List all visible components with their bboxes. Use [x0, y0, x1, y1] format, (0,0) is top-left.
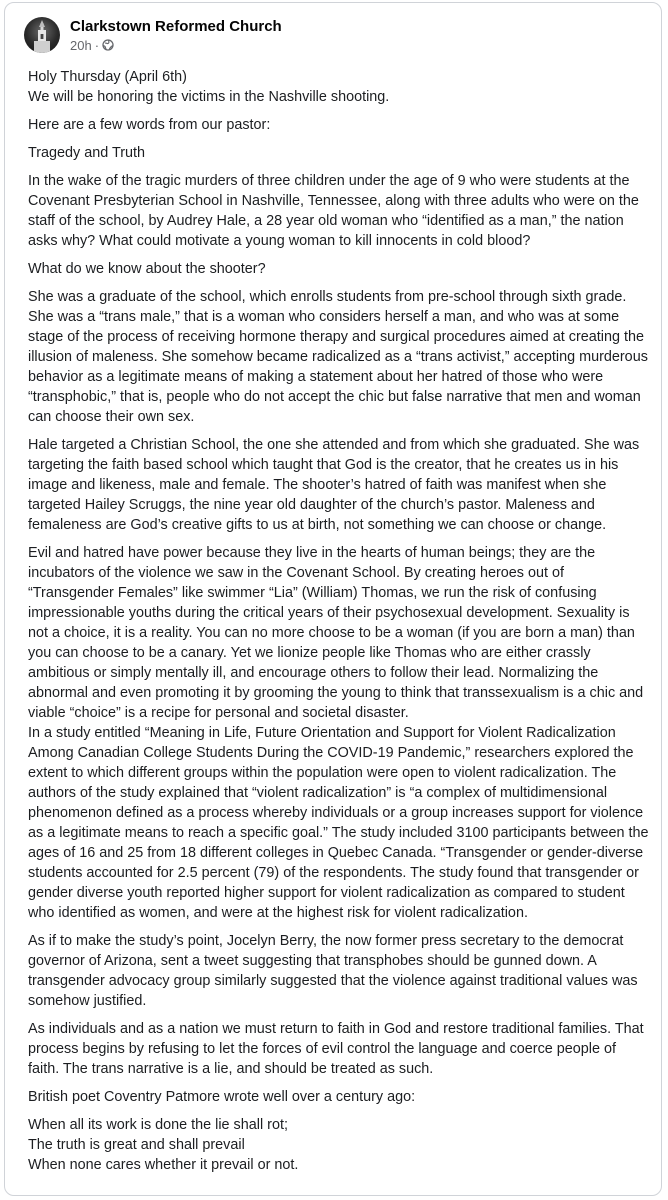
page-name-link[interactable]: Clarkstown Reformed Church	[70, 17, 282, 35]
post-paragraph: Here are a few words from our pastor:	[28, 117, 271, 133]
post-meta	[70, 37, 282, 54]
page-avatar[interactable]	[24, 17, 60, 53]
post-card	[4, 2, 662, 1196]
post-paragraph: In a study entitled “Meaning in Life, Future Orientation and Support for Violent Radicalization Among Canadian College Students During the COVID-19 Pandemic,” researchers explored the extent to which different groups within the population were open to violent radicalization. The authors of the study explained that “violent radicalization” is “a complex of multidimensional phenomenon defined as a process whereby individuals or a group increases support for violence as a legitimate means to reach a specific goal.” The study included 3100 participants between the ages of 16 and 25 from 18 different colleges in Quebec Canada. “Transgender or gender-diverse students accounted for 2.5 percent (79) of the respondents. The study found that transgender or gender diverse youth reported higher support for violent radicalization as compared to student who identified as women, and were at the highest risk for violent radicalization.	[28, 725, 649, 921]
post-line: Holy Thursday (April 6th)	[28, 69, 187, 85]
post-line: We will be honoring the victims in the Nashville shooting.	[28, 89, 390, 105]
post-paragraph: As if to make the study’s point, Jocelyn Berry, the now former press secretary to the democrat governor of Arizona, sent a tweet suggesting that transphobes should be gunned down. A transgender advocacy group similarly suggested that the violence against traditional values was somehow justified.	[28, 933, 638, 1009]
post-paragraph: As individuals and as a nation we must return to faith in God and restore traditional families. That process begins by refusing to let the forces of evil control the language and coerce people of faith. The trans narrative is a lie, and should be treated as such.	[28, 1021, 644, 1077]
church-steeple-icon	[24, 17, 60, 53]
post-paragraph: Tragedy and Truth	[28, 145, 146, 161]
post-paragraph	[28, 1115, 650, 1175]
post-timestamp[interactable]: 20h	[70, 37, 92, 53]
post-body	[28, 67, 650, 1183]
post-line: When all its work is done the lie shall rot;	[28, 1117, 288, 1133]
post-paragraph: In the wake of the tragic murders of three children under the age of 9 who were students at the Covenant Presbyterian School in Nashville, Tennessee, along with three adults who were on the staff of the school, by Audrey Hale, a 28 year old woman who “identified as a man,” the nation asks why? What could motivate a young woman to kill innocents in cold blood?	[28, 173, 639, 249]
meta-separator: ·	[94, 37, 100, 53]
post-paragraph: British poet Coventry Patmore wrote well over a century ago:	[28, 1089, 416, 1105]
globe-icon	[102, 39, 114, 51]
post-paragraph: What do we know about the shooter?	[28, 261, 266, 277]
post-paragraph: She was a graduate of the school, which enrolls students from pre-school through sixth grade. She was a “trans male,” that is a woman who considers herself a man, and who was at some stage of the process of receiving hormone therapy and surgical procedures aimed at creating the illusion of maleness. She somehow became radicalized as a “trans activist,” accepting murderous behavior as a legitimate means of making a statement about her hatred of those who were “transphobic,” that is, people who do not accept the chic but false narrative that men and woman can choose their own sex.	[28, 289, 648, 425]
post-line: When none cares whether it prevail or not.	[28, 1157, 299, 1173]
post-paragraph	[28, 67, 650, 107]
post-header	[24, 13, 282, 57]
post-line: The truth is great and shall prevail	[28, 1137, 245, 1153]
post-paragraph: Hale targeted a Christian School, the one she attended and from which she graduated. She was targeting the faith based school which taught that God is the creator, that he creates us in his image and likeness, male and female. The shooter’s hatred of faith was manifest when she targeted Hailey Scruggs, the nine year old daughter of the church’s pastor. Maleness and femaleness are God’s creative gifts to us at birth, not something we can choose or change.	[28, 437, 640, 533]
post-paragraph: Evil and hatred have power because they live in the hearts of human beings; they are the incubators of the violence we saw in the Covenant School. By creating heroes out of “Transgender Females” like swimmer “Lia” (William) Thomas, we run the risk of confusing impressionable youths during the critical years of their psychosexual development. Sexuality is not a choice, it is a reality. You can no more choose to be a woman (if you are born a man) than you can choose to be a canary. Yet we lionize people like Thomas who are either crassly ambitious or simply mentally ill, and encourage others to follow their lead. Normalizing the abnormal and even promoting it by grooming the young to think that transsexualism is a chic and viable “choice” is a recipe for personal and societal disaster.	[28, 545, 644, 721]
